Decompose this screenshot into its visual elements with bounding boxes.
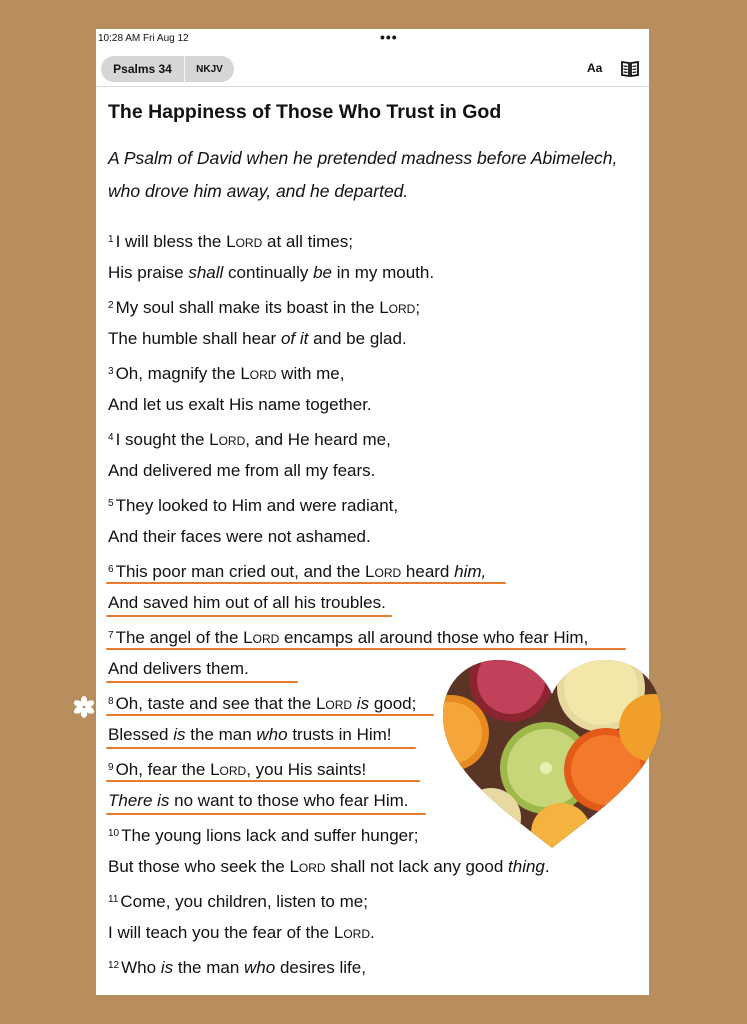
verse-number: 7	[108, 630, 114, 641]
highlight-underline	[106, 681, 298, 683]
verse-line[interactable]: $^1$ I will bless the Lord at all times;	[108, 232, 353, 251]
verse-line-highlighted[interactable]: There is no want to those who fear Him.	[108, 784, 646, 817]
verse-number: 12	[108, 960, 120, 971]
version-button[interactable]: NKJV	[196, 63, 223, 75]
citrus-heart-sticker	[441, 658, 663, 856]
verse-line-highlighted[interactable]: Blessed is the man who trusts in Him!	[108, 718, 646, 751]
status-time: 10:28 AM Fri Aug 12	[98, 33, 189, 44]
verse-line[interactable]: $^{11}$ Come, you children, listen to me;	[108, 892, 368, 911]
highlight-underline	[106, 714, 434, 716]
verse-number: 3	[108, 366, 114, 377]
highlight-underline	[106, 813, 426, 815]
verse-line[interactable]: $^{12}$ Who is the man who desires life,	[108, 958, 366, 977]
section-heading: The Happiness of Those Who Trust in God	[108, 101, 502, 123]
verse-line[interactable]: The humble shall hear of it and be glad.	[108, 329, 407, 348]
verse-line[interactable]: I will teach you the fear of the Lord.	[108, 923, 375, 942]
verse-number: 1	[108, 234, 114, 245]
verse-line-highlighted[interactable]: $^9$ Oh, fear the Lord, you His saints!	[108, 751, 646, 784]
superscription-line: A Psalm of David when he pretended madness before Abimelech,	[108, 148, 618, 168]
verse-line[interactable]: $^5$ They looked to Him and were radiant,	[108, 496, 399, 515]
psalm-superscription	[108, 142, 646, 208]
verse-number: 6	[108, 564, 114, 575]
verse-number: 9	[108, 762, 114, 773]
verse-line[interactable]: $^3$ Oh, magnify the Lord with me,	[108, 364, 345, 383]
verse-list	[108, 223, 646, 982]
toolbar	[96, 55, 649, 85]
verse-line-highlighted[interactable]: $^7$ The angel of the Lord encamps all around those who fear Him,	[108, 619, 646, 652]
verse-number: 2	[108, 300, 114, 311]
highlight-underline	[106, 747, 416, 749]
multitask-dots[interactable]: •••	[380, 29, 398, 45]
verse-line[interactable]: $^4$ I sought the Lord, and He heard me,	[108, 430, 391, 449]
highlight-underline	[106, 582, 506, 584]
verse-line[interactable]: And let us exalt His name together.	[108, 395, 372, 414]
verse-line-highlighted[interactable]: $^6$ This poor man cried out, and the Lord heard him,	[108, 553, 646, 586]
verse-line-highlighted[interactable]: And delivers them.	[108, 652, 646, 685]
verse-number: 10	[108, 828, 120, 839]
highlight-underline	[106, 615, 392, 617]
book-parallel-icon[interactable]	[620, 60, 640, 78]
highlight-underline	[106, 648, 626, 650]
verse-line[interactable]: And their faces were not ashamed.	[108, 527, 371, 546]
verse-number: 8	[108, 696, 114, 707]
highlight-underline	[106, 780, 420, 782]
book-chapter-button[interactable]: Psalms 34	[101, 56, 185, 82]
status-bar	[96, 29, 649, 49]
font-settings-button[interactable]: Aa	[587, 61, 603, 75]
verse-line-highlighted[interactable]: $^8$ Oh, taste and see that the Lord is good;	[108, 685, 646, 718]
verse-line[interactable]: $^2$ My soul shall make its boast in the Lord;	[108, 298, 421, 317]
toolbar-divider	[96, 86, 649, 87]
flower-icon	[74, 696, 94, 718]
verse-line[interactable]: And delivered me from all my fears.	[108, 461, 376, 480]
verse-number: 5	[108, 498, 114, 509]
verse-line[interactable]: $^{10}$ The young lions lack and suffer hunger;	[108, 826, 419, 845]
verse-number: 4	[108, 432, 114, 443]
verse-line-highlighted[interactable]: And saved him out of all his troubles.	[108, 586, 646, 619]
verse-line[interactable]: His praise shall continually be in my mouth.	[108, 263, 435, 282]
verse-number: 11	[108, 894, 119, 905]
verse-line[interactable]: But those who seek the Lord shall not lack any good thing.	[108, 857, 550, 876]
superscription-line: who drove him away, and he departed.	[108, 181, 409, 201]
passage-selector	[101, 56, 234, 82]
